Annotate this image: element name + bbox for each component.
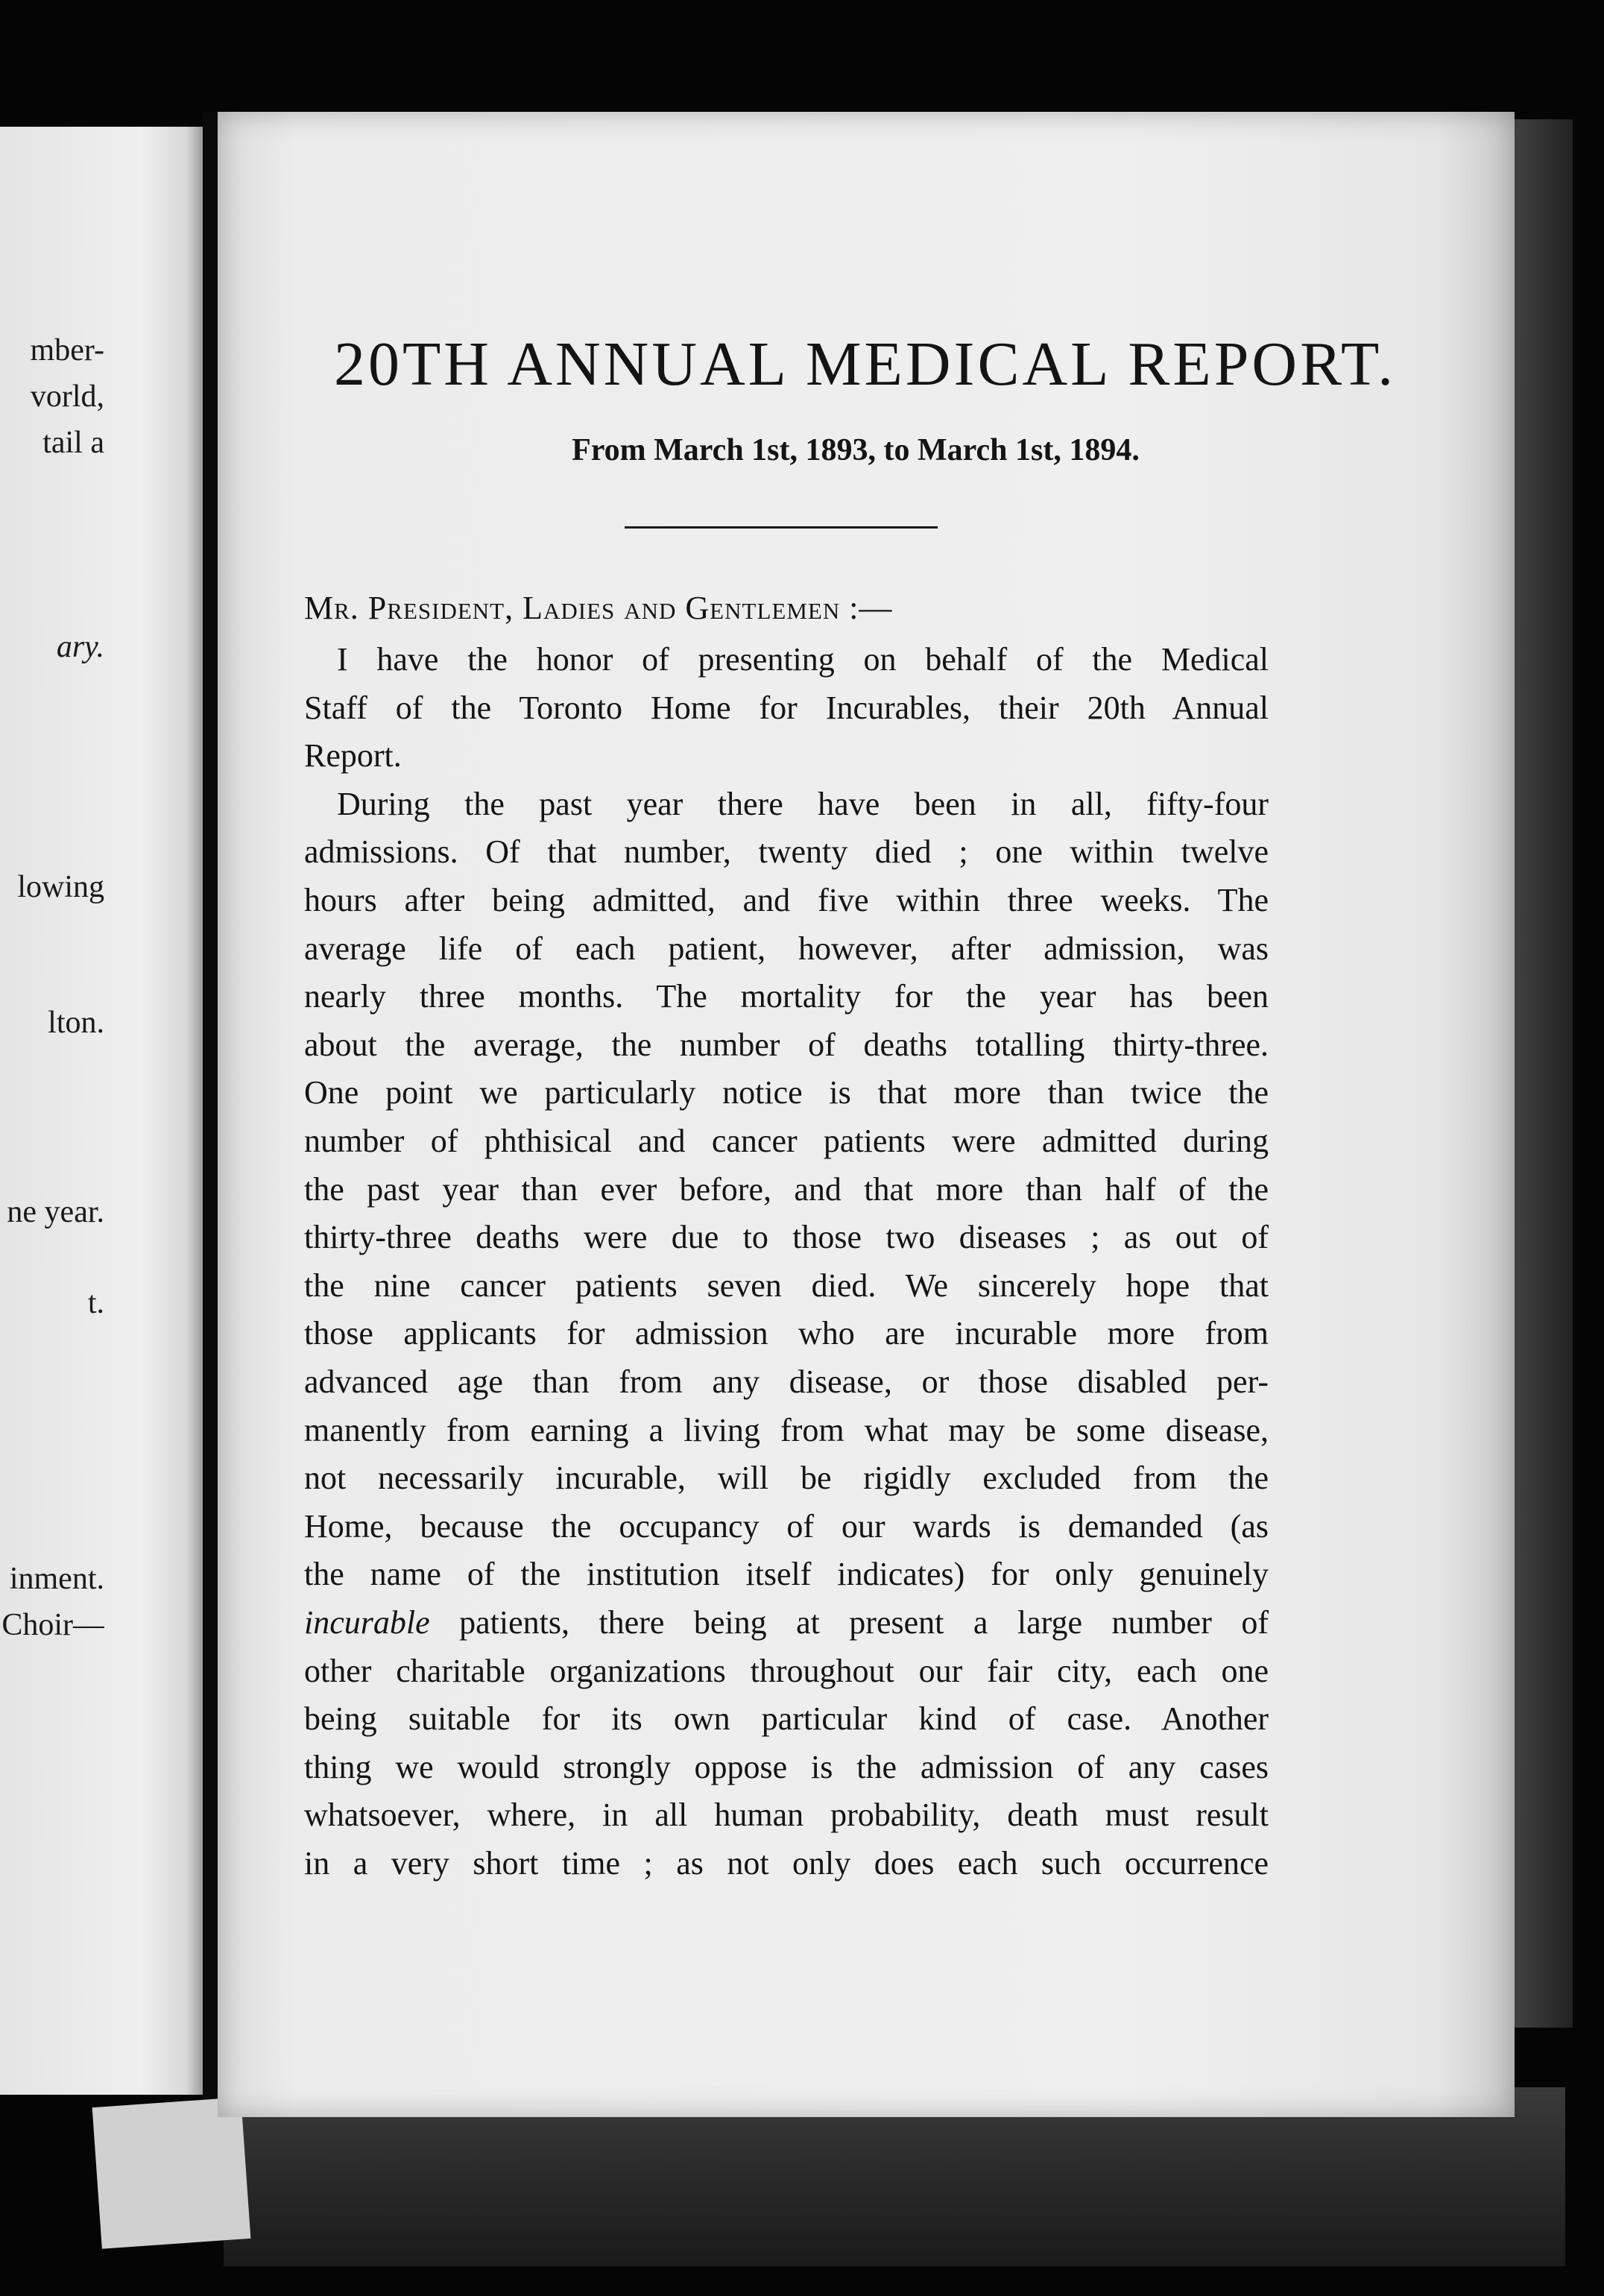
torn-paper-tab (92, 2097, 251, 2248)
italic-emphasis: incurable (304, 1604, 430, 1641)
body-text-line: Home, because the occupancy of our wards is demanded (as (304, 1508, 1269, 1545)
body-text-line: those applicants for admission who are incurable more from (304, 1315, 1269, 1352)
book-gutter (203, 112, 218, 2125)
left-page-fragment: lowing (17, 870, 104, 904)
body-text-line: number of phthisical and cancer patients were admitted during (304, 1123, 1269, 1159)
body-text-line: about the average, the number of deaths totalling thirty-three. (304, 1026, 1269, 1063)
body-text-line: manently from earning a living from what may be some disease, (304, 1412, 1269, 1448)
body-text-line: advanced age than from any disease, or those disabled per- (304, 1363, 1269, 1400)
body-text-line: thing we would strongly oppose is the admission of any cases (304, 1749, 1269, 1785)
title-divider (625, 526, 938, 529)
left-page-fragment: tail a (42, 426, 104, 460)
left-page-fragment: t. (87, 1286, 104, 1320)
body-text-line: thirty-three deaths were due to those two diseases ; as out of (304, 1219, 1269, 1255)
left-page-fragment: ne year. (7, 1195, 104, 1229)
body-text-line: the nine cancer patients seven died. We sincerely hope that (304, 1267, 1269, 1304)
body-text-line: During the past year there have been in all, fifty-four (337, 786, 1269, 822)
body-text-line: not necessarily incurable, will be rigidly excluded from the (304, 1460, 1269, 1496)
body-text-line: Staff of the Toronto Home for Incurables, their 20th Annual (304, 690, 1269, 726)
left-page-fragment: inment. (9, 1562, 104, 1596)
left-page-fragment: lton. (48, 1006, 104, 1040)
body-text-line: in a very short time ; as not only does each such occurrence (304, 1845, 1269, 1882)
left-page-fragment: mber- (30, 333, 104, 368)
body-text-line: other charitable organizations throughout our fair city, each one (304, 1653, 1269, 1689)
body-text-line: hours after being admitted, and five within three weeks. The (304, 882, 1269, 918)
body-text-line: nearly three months. The mortality for the year has been (304, 978, 1269, 1015)
salutation: Mr. President, Ladies and Gentlemen :— (304, 590, 893, 626)
body-text-line: I have the honor of presenting on behalf of the Medical (337, 641, 1269, 678)
report-page (218, 112, 1515, 2117)
page-subtitle: From March 1st, 1893, to March 1st, 1894. (572, 433, 1140, 467)
body-text-line: Report. (304, 737, 402, 774)
left-page-fragment: vorld, (30, 379, 104, 414)
body-text-line: being suitable for its own particular kind of case. Another (304, 1700, 1269, 1737)
body-text-line: whatsoever, where, in all human probability, death must result (304, 1797, 1269, 1833)
body-text-line: the past year than ever before, and that more than half of the (304, 1171, 1269, 1208)
body-text-line: admissions. Of that number, twenty died ; one within twelve (304, 833, 1269, 870)
left-page-fragment: Choir— (1, 1608, 104, 1642)
left-facing-page (0, 127, 203, 2095)
page-title: 20TH ANNUAL MEDICAL REPORT. (334, 329, 1397, 399)
left-page-fragment: ary. (56, 630, 104, 664)
body-text-line: average life of each patient, however, after admission, was (304, 930, 1269, 967)
body-text-line: incurable patients, there being at present a large number of (304, 1604, 1269, 1641)
body-text-line: One point we particularly notice is that more than twice the (304, 1074, 1269, 1111)
body-text-line: the name of the institution itself indicates) for only genuinely (304, 1556, 1269, 1592)
